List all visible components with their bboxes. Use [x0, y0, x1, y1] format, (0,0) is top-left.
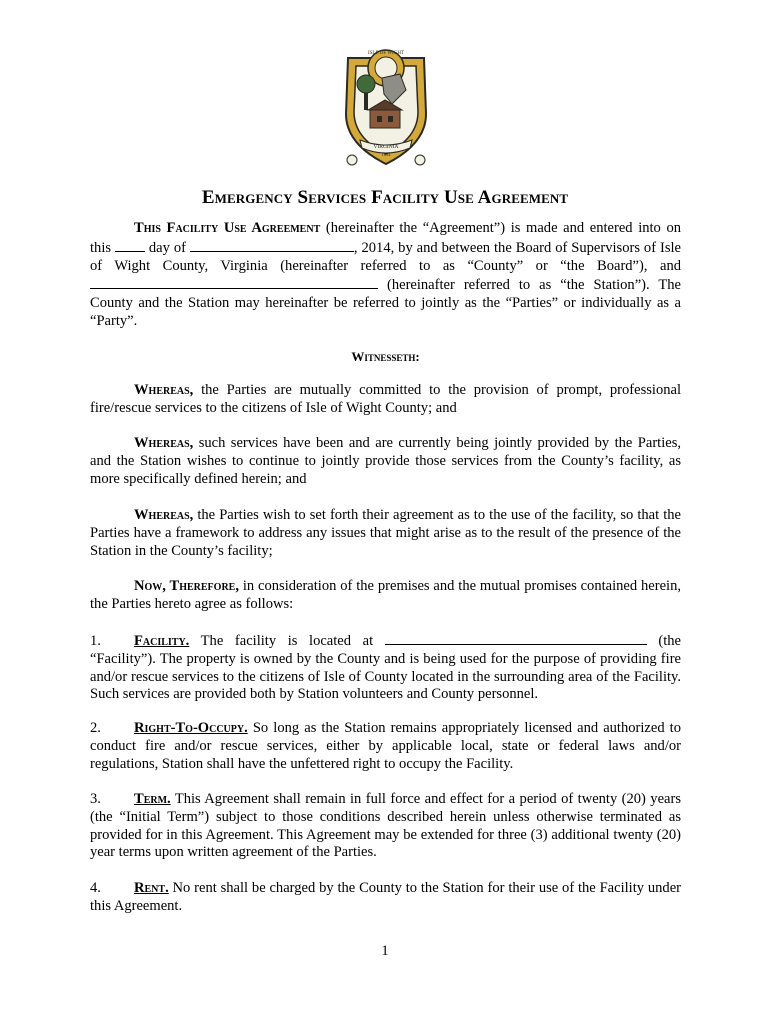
whereas-3-lead: Whereas,	[134, 507, 194, 523]
whereas-paragraph-3	[90, 507, 681, 560]
page-number: 1	[381, 943, 389, 959]
section-1-paragraph	[90, 631, 681, 704]
intro-paragraph	[90, 220, 681, 331]
whereas-3-section	[90, 507, 681, 560]
section-3-heading: Term.	[134, 791, 171, 807]
section-4	[90, 880, 681, 916]
whereas-1-section	[90, 382, 681, 418]
now-therefore-text: in consideration of the premises and the mutual promises contained herein, the Parties hereto agree as follows:	[90, 578, 681, 612]
intro-text-4: (hereinafter referred to as “the Station”). The County and the Station may hereinafter be referred to jointly as the “Parties” or individually as a “Party”.	[90, 277, 681, 329]
seal-bottom-text: VIRGINIA	[373, 144, 399, 150]
section-2-text-1: So long as the Station remains appropriately licensed and authorized to conduct fire and/or rescue services, either by applicable local, state or federal laws and/or regulations, Station shall have the unfettered right to occupy the Facility.	[90, 720, 681, 772]
station-name-blank	[90, 275, 378, 289]
section-4-number: 4.	[90, 880, 101, 896]
section-1	[90, 631, 681, 704]
now-therefore-paragraph	[90, 578, 681, 614]
whereas-paragraph-1	[90, 382, 681, 418]
intro-section	[90, 220, 681, 331]
county-seal-graphic	[330, 44, 442, 172]
intro-text-3: , 2014, by and between the Board of Supervisors of Isle of Wight County, Virginia (hereinafter referred to as “County” or “the Board”), and	[90, 239, 681, 274]
seal-year: 1634	[381, 152, 391, 157]
section-3-text-1: This Agreement shall remain in full force and effect for a period of twenty (20) years (the “Initial Term”) subject to those conditions described herein unless otherwise terminated as provided for in this Agreement. This Agreement may be extended for three (3) additional twenty (20) year terms upon written agreement of the Parties.	[90, 791, 681, 861]
section-4-heading: Rent.	[134, 880, 169, 896]
section-2-heading: Right-To-Occupy.	[134, 720, 248, 736]
whereas-1-text: the Parties are mutually committed to the provision of prompt, professional fire/rescue services to the citizens of Isle of Wight County; and	[90, 382, 681, 416]
section-3	[90, 791, 681, 862]
county-seal	[330, 44, 442, 172]
section-2	[90, 720, 681, 773]
section-4-text-1: No rent shall be charged by the County to the Station for their use of the Facility under this Agreement.	[90, 880, 681, 914]
whereas-3-text: the Parties wish to set forth their agreement as to the use of the facility, so that the Parties have a framework to address any issues that might arise as to the result of the presence of the Station in the County’s facility;	[90, 507, 681, 559]
day-blank	[115, 238, 145, 252]
intro-text-1: (hereinafter the “Agreement”) is made and entered into on this	[90, 220, 681, 256]
whereas-2-lead: Whereas,	[134, 435, 194, 451]
facility-address-blank	[385, 631, 647, 645]
whereas-paragraph-2	[90, 435, 681, 488]
seal-top-text: ISLE OF WIGHT	[367, 51, 405, 56]
section-1-text-1: The facility is located at	[189, 633, 385, 649]
document-title: Emergency Services Facility Use Agreement	[201, 187, 569, 208]
whereas-2-section	[90, 435, 681, 488]
intro-text-2: day of	[144, 239, 190, 256]
intro-lead: This Facility Use Agreement	[134, 220, 321, 236]
month-blank	[190, 238, 354, 252]
section-1-heading: Facility.	[134, 633, 190, 649]
section-1-number: 1.	[90, 633, 101, 649]
section-2-paragraph	[90, 720, 681, 773]
section-2-number: 2.	[90, 720, 101, 736]
section-4-paragraph	[90, 880, 681, 916]
witnesseth-section	[90, 348, 681, 366]
now-therefore-section	[90, 578, 681, 614]
section-1-text-2: (the “Facility”). The property is owned by the County and is being used for the purpose of providing fire and/or rescue services to the citizens of Isle of County located in the surrounding area of the Facility. Such services are provided both by Station volunteers and County personnel.	[90, 633, 681, 703]
whereas-1-lead: Whereas,	[134, 382, 194, 398]
now-therefore-lead: Now, Therefore,	[134, 578, 239, 594]
section-3-paragraph	[90, 791, 681, 862]
witnesseth-heading: Witnesseth:	[351, 349, 420, 364]
whereas-2-text: such services have been and are currently being jointly provided by the Parties, and the Station wishes to continue to jointly provide those services from the County’s facility, as more specifically defined herein; and	[90, 435, 681, 487]
section-3-number: 3.	[90, 791, 101, 807]
